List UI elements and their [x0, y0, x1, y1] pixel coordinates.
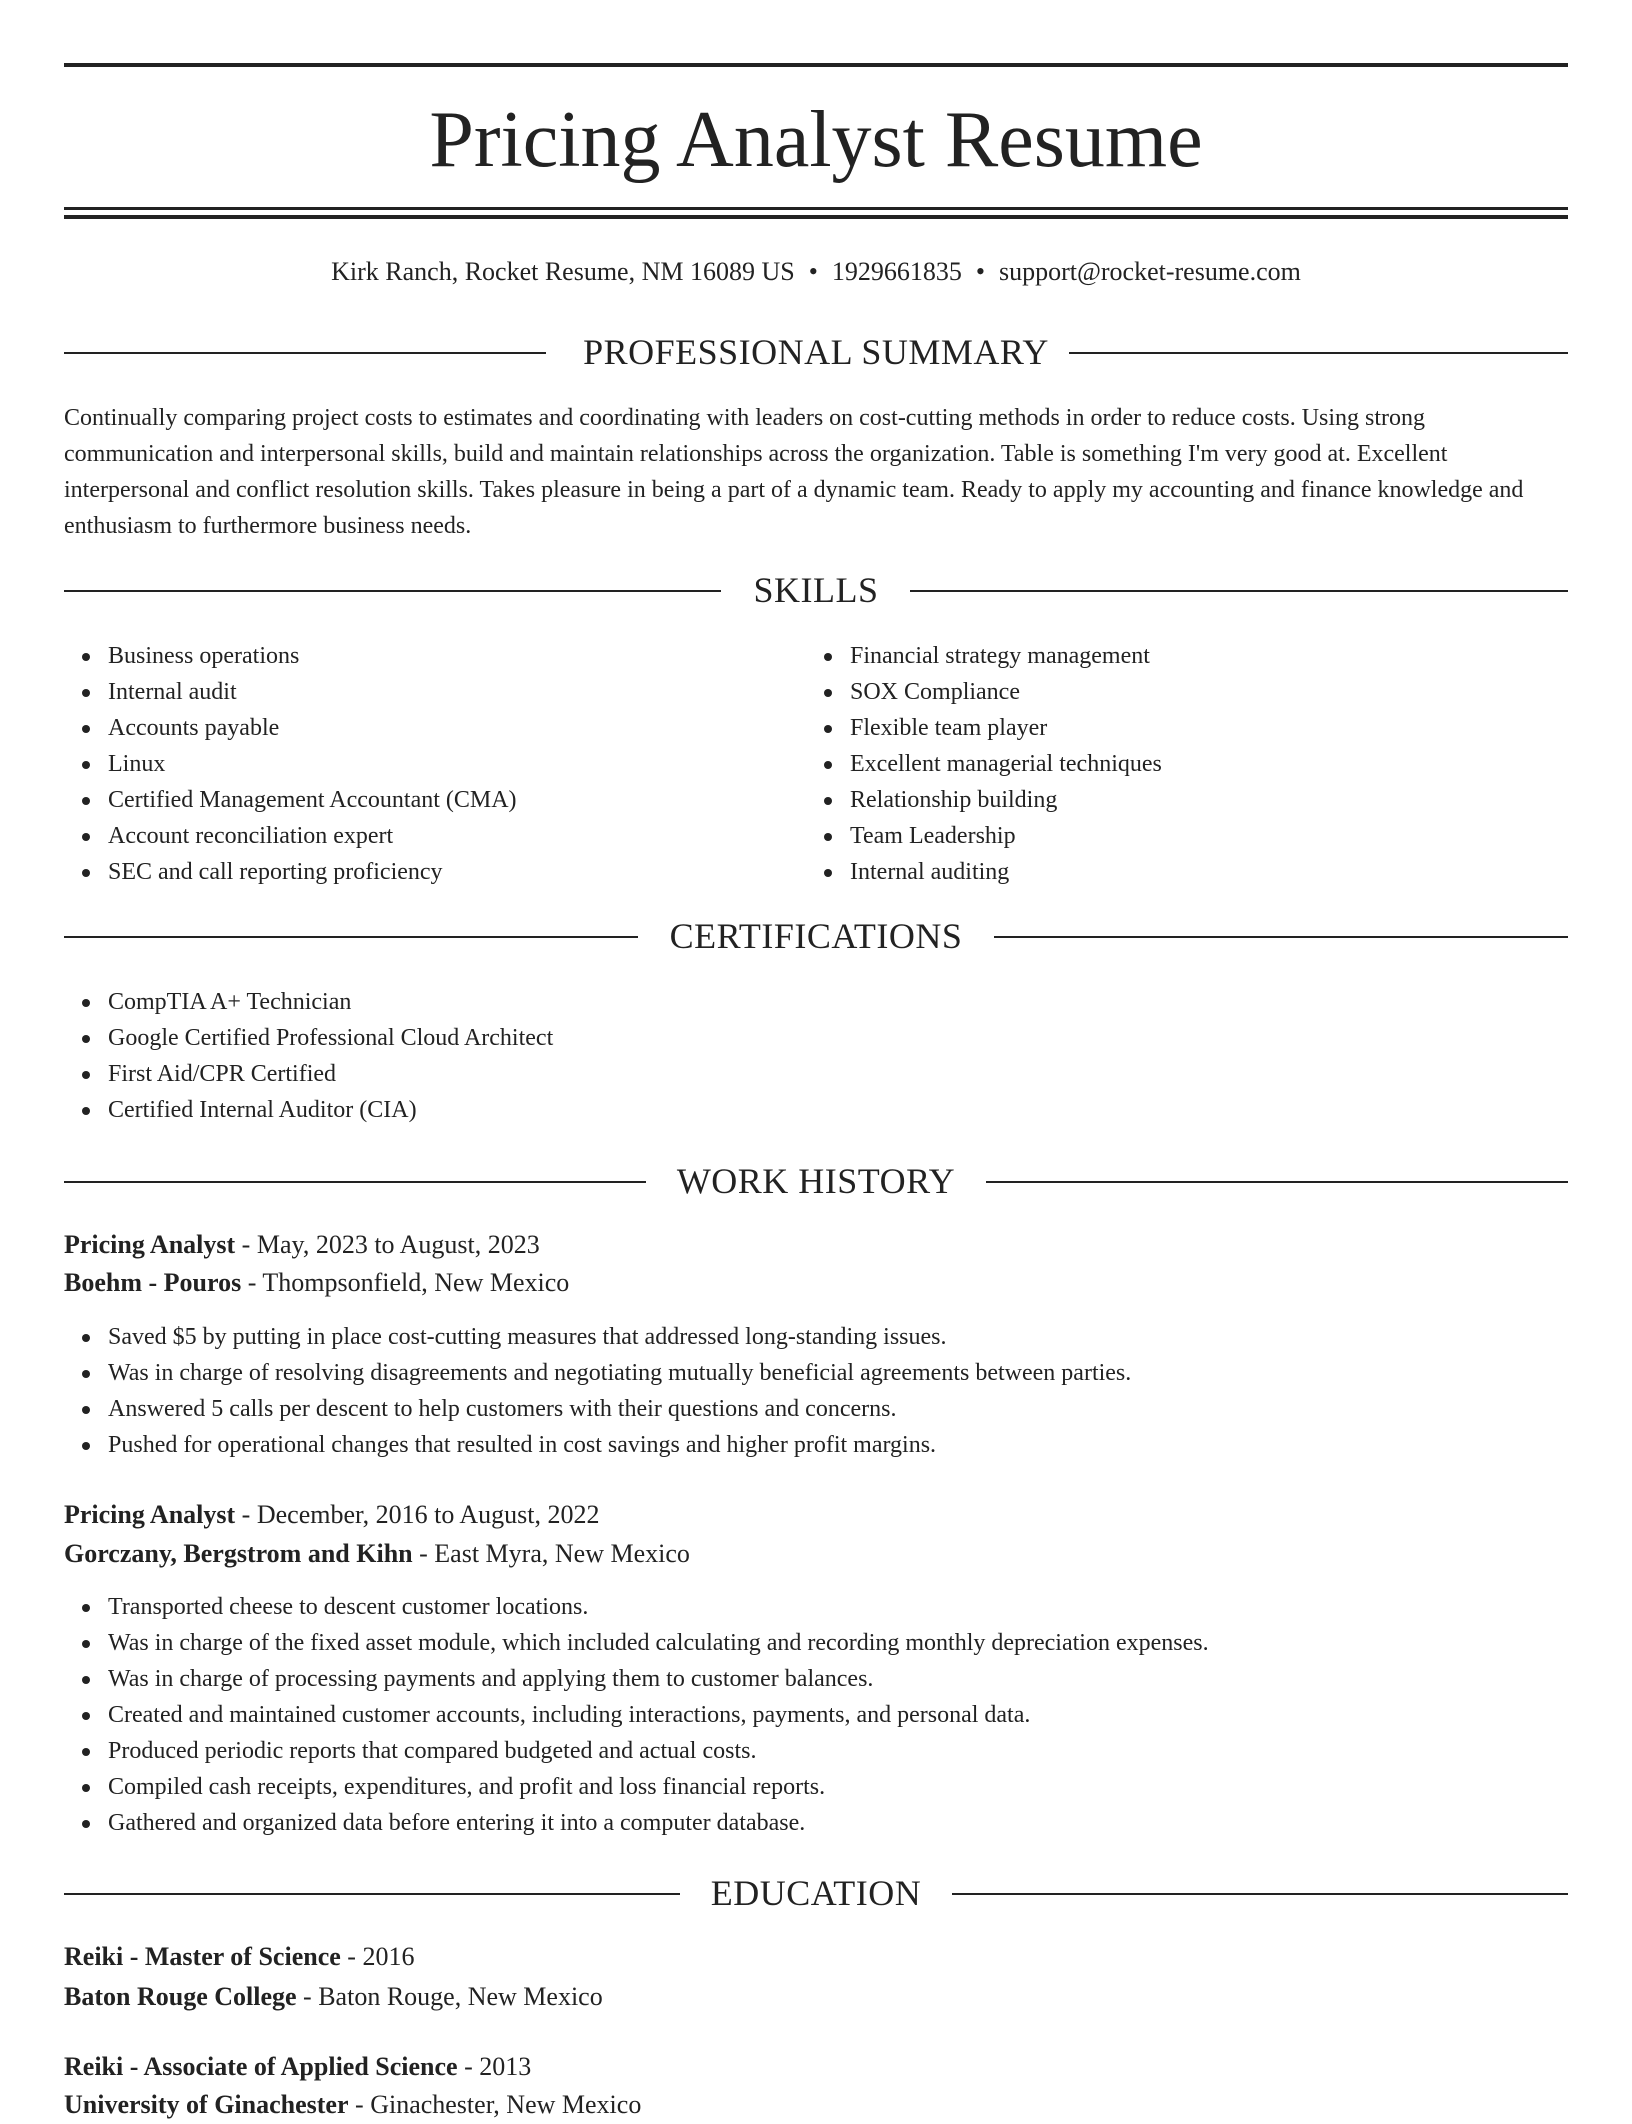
- education-degree: Reiki - Associate of Applied Science: [64, 2052, 458, 2081]
- list-item: SOX Compliance: [850, 674, 1570, 710]
- job-bullets: [64, 1319, 1568, 1463]
- education-year: 2013: [479, 2052, 532, 2081]
- education-school: University of Ginachester: [64, 2090, 349, 2119]
- page-title: Pricing Analyst Resume: [429, 96, 1203, 184]
- list-item: Relationship building: [850, 782, 1570, 818]
- section-heading-skills: [64, 568, 1568, 612]
- list-item: Was in charge of the fixed asset module, which included calculating and recording monthly depreciation expenses.: [108, 1625, 1568, 1661]
- education-year: 2016: [362, 1942, 415, 1971]
- section-title: CERTIFICATIONS: [669, 916, 963, 956]
- education-school: Baton Rouge College: [64, 1982, 297, 2011]
- job-location: East Myra, New Mexico: [434, 1539, 690, 1568]
- list-item: Linux: [108, 746, 788, 782]
- list-item: Team Leadership: [850, 818, 1570, 854]
- education-school-line: University of Ginachester - Ginachester, New Mexico: [64, 2090, 642, 2119]
- contact-line: [64, 254, 1568, 290]
- education-degree-line: Reiki - Associate of Applied Science - 2013: [64, 2052, 532, 2081]
- list-item: Created and maintained customer accounts, including interactions, payments, and personal data.: [108, 1697, 1568, 1733]
- list-item: Was in charge of processing payments and applying them to customer balances.: [108, 1661, 1568, 1697]
- job-dates: May, 2023 to August, 2023: [256, 1230, 540, 1259]
- job-bullets: [64, 1589, 1568, 1841]
- education-location: Baton Rouge, New Mexico: [318, 1982, 603, 2011]
- education-school-line: Baton Rouge College - Baton Rouge, New Mexico: [64, 1982, 603, 2011]
- list-item: Pushed for operational changes that resulted in cost savings and higher profit margins.: [108, 1427, 1568, 1463]
- list-item: Gathered and organized data before entering it into a computer database.: [108, 1805, 1568, 1841]
- job-title-line: Pricing Analyst - December, 2016 to August, 2022: [64, 1500, 600, 1529]
- list-item: Flexible team player: [850, 710, 1570, 746]
- education-degree-line: Reiki - Master of Science - 2016: [64, 1942, 415, 1971]
- list-item: Business operations: [108, 638, 788, 674]
- header-double-rule-upper: [64, 207, 1568, 210]
- list-item: Certified Management Accountant (CMA): [108, 782, 788, 818]
- section-title: SKILLS: [753, 570, 879, 610]
- job-company-line: Boehm - Pouros - Thompsonfield, New Mexico: [64, 1268, 570, 1297]
- job-title-line: Pricing Analyst - May, 2023 to August, 2023: [64, 1230, 540, 1259]
- list-item: Compiled cash receipts, expenditures, and profit and loss financial reports.: [108, 1769, 1568, 1805]
- list-item: Saved $5 by putting in place cost-cutting measures that addressed long-standing issues.: [108, 1319, 1568, 1355]
- job-title: Pricing Analyst: [64, 1500, 236, 1529]
- contact-address: Kirk Ranch, Rocket Resume, NM 16089 US: [331, 257, 795, 286]
- contact-email: support@rocket-resume.com: [998, 257, 1301, 286]
- list-item: Certified Internal Auditor (CIA): [108, 1092, 1568, 1128]
- section-title: WORK HISTORY: [676, 1161, 956, 1201]
- job-title: Pricing Analyst: [64, 1230, 236, 1259]
- job-company-line: Gorczany, Bergstrom and Kihn - East Myra, New Mexico: [64, 1539, 690, 1568]
- job-dates: December, 2016 to August, 2022: [256, 1500, 600, 1529]
- contact-separator: •: [975, 257, 985, 286]
- education-location: Ginachester, New Mexico: [370, 2090, 642, 2119]
- list-item: Accounts payable: [108, 710, 788, 746]
- summary-text: Continually comparing project costs to estimates and coordinating with leaders on cost-cutting methods in order to reduce costs. Using strong communication and interpersonal skills, build and maintain relationships across the organization. Table is something I'm very good at. Excellent interpersonal and conflict resolution skills. Takes pleasure in being a part of a dynamic team. Ready to apply my accounting and finance knowledge and enthusiasm to furthermore business needs.: [64, 405, 1524, 539]
- certifications-list: [64, 984, 1568, 1128]
- education-degree: Reiki - Master of Science: [64, 1942, 341, 1971]
- job-company: Gorczany, Bergstrom and Kihn: [64, 1539, 413, 1568]
- contact-separator: •: [808, 257, 818, 286]
- section-heading-education: [64, 1871, 1568, 1915]
- job-company: Boehm - Pouros: [64, 1268, 242, 1297]
- section-heading-work-history: [64, 1159, 1568, 1203]
- section-title: PROFESSIONAL SUMMARY: [583, 332, 1049, 372]
- list-item: Was in charge of resolving disagreements and negotiating mutually beneficial agreements between parties.: [108, 1355, 1568, 1391]
- skills-list-left: [64, 638, 788, 890]
- list-item: SEC and call reporting proficiency: [108, 854, 788, 890]
- section-title: EDUCATION: [710, 1873, 922, 1913]
- section-heading-summary: [64, 330, 1568, 374]
- list-item: Transported cheese to descent customer locations.: [108, 1589, 1568, 1625]
- contact-phone: 1929661835: [831, 257, 962, 286]
- list-item: First Aid/CPR Certified: [108, 1056, 1568, 1092]
- list-item: Internal audit: [108, 674, 788, 710]
- list-item: Google Certified Professional Cloud Architect: [108, 1020, 1568, 1056]
- list-item: Produced periodic reports that compared budgeted and actual costs.: [108, 1733, 1568, 1769]
- job-location: Thompsonfield, New Mexico: [262, 1268, 570, 1297]
- list-item: Account reconciliation expert: [108, 818, 788, 854]
- list-item: CompTIA A+ Technician: [108, 984, 1568, 1020]
- list-item: Excellent managerial techniques: [850, 746, 1570, 782]
- section-heading-certifications: [64, 914, 1568, 958]
- list-item: Answered 5 calls per descent to help customers with their questions and concerns.: [108, 1391, 1568, 1427]
- list-item: Financial strategy management: [850, 638, 1570, 674]
- header-top-rule: [64, 63, 1568, 67]
- skills-list-right: [806, 638, 1570, 890]
- list-item: Internal auditing: [850, 854, 1570, 890]
- header-double-rule-lower: [64, 215, 1568, 219]
